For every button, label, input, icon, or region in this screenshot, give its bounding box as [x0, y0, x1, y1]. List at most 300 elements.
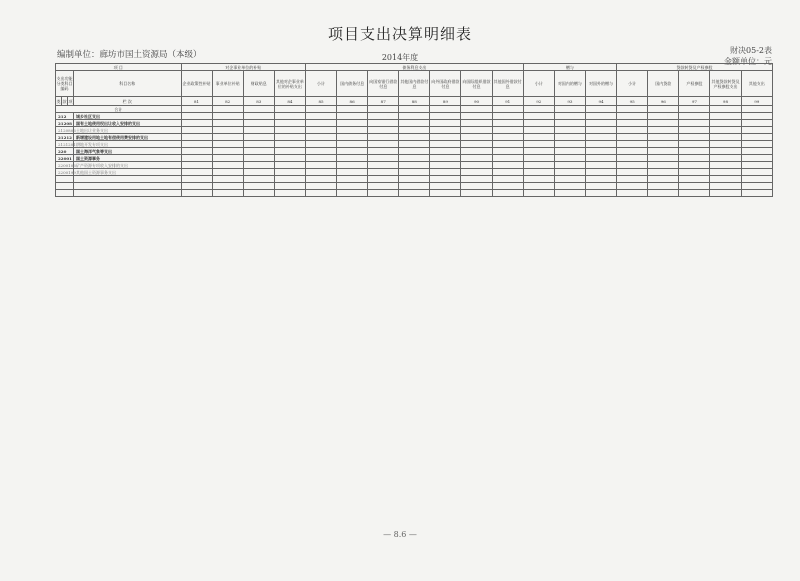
amount-cell — [710, 113, 741, 120]
total-cell — [523, 106, 554, 113]
amount-cell — [337, 113, 368, 120]
amount-cell — [679, 141, 710, 148]
amount-cell — [212, 190, 243, 197]
amount-cell — [617, 190, 648, 197]
amount-cell — [243, 190, 274, 197]
amount-cell — [554, 190, 585, 197]
column-header: 国内贷款 — [648, 71, 679, 97]
amount-cell — [648, 169, 679, 176]
total-cell — [741, 106, 772, 113]
amount-cell — [679, 155, 710, 162]
amount-cell — [274, 120, 305, 127]
amount-cell — [399, 169, 430, 176]
amount-cell — [181, 127, 212, 134]
row-subject-name: 国土资源事务 — [74, 155, 181, 162]
total-cell — [617, 106, 648, 113]
report-year: 2014年度 — [381, 53, 419, 62]
column-header: 国内债务付息 — [337, 71, 368, 97]
header-debt-interest-group: 债务利息支出 — [305, 64, 523, 71]
amount-cell — [710, 134, 741, 141]
amount-cell — [554, 148, 585, 155]
amount-cell — [648, 176, 679, 183]
column-number: 97 — [679, 97, 710, 106]
amount-cell — [554, 176, 585, 183]
amount-cell — [274, 190, 305, 197]
amount-cell — [648, 190, 679, 197]
amount-cell — [430, 183, 461, 190]
amount-cell — [617, 141, 648, 148]
amount-cell — [461, 155, 492, 162]
amount-cell — [679, 162, 710, 169]
amount-cell — [212, 176, 243, 183]
amount-cell — [305, 148, 336, 155]
column-header: 小计 — [305, 71, 336, 97]
amount-cell — [648, 141, 679, 148]
amount-cell — [461, 148, 492, 155]
amount-cell — [679, 134, 710, 141]
amount-cell — [274, 176, 305, 183]
amount-cell — [710, 169, 741, 176]
amount-cell — [492, 134, 523, 141]
column-header: 小计 — [523, 71, 554, 97]
row-subject-name: 国有土地使用权出让收入安排的支出 — [74, 120, 181, 127]
amount-cell — [430, 134, 461, 141]
amount-cell — [585, 169, 616, 176]
amount-cell — [181, 113, 212, 120]
amount-cell — [274, 155, 305, 162]
amount-cell — [710, 155, 741, 162]
amount-cell — [523, 169, 554, 176]
total-cell — [461, 106, 492, 113]
table-row — [56, 113, 773, 120]
table-row — [56, 141, 773, 148]
column-number: 85 — [305, 97, 336, 106]
row-subject-name — [74, 176, 181, 183]
column-number: 95 — [617, 97, 648, 106]
total-cell — [710, 106, 741, 113]
row-code: 2120806 — [56, 127, 74, 134]
amount-cell — [492, 162, 523, 169]
total-cell — [181, 106, 212, 113]
column-header: 事业单位补贴 — [212, 71, 243, 97]
amount-cell — [305, 169, 336, 176]
amount-cell — [243, 120, 274, 127]
amount-cell — [679, 127, 710, 134]
amount-cell — [181, 183, 212, 190]
amount-cell — [585, 148, 616, 155]
column-header: 小计 — [617, 71, 648, 97]
amount-cell — [399, 127, 430, 134]
amount-cell — [492, 176, 523, 183]
amount-cell — [741, 141, 772, 148]
amount-cell — [523, 183, 554, 190]
amount-cell — [492, 169, 523, 176]
amount-cell — [617, 134, 648, 141]
amount-cell — [337, 190, 368, 197]
amount-cell — [305, 141, 336, 148]
header-grant-group: 赠与 — [523, 64, 616, 71]
amount-cell — [461, 127, 492, 134]
amount-cell — [305, 120, 336, 127]
column-header: 向国际组织借款付息 — [461, 71, 492, 97]
amount-cell — [274, 141, 305, 148]
amount-cell — [274, 127, 305, 134]
column-number: 82 — [212, 97, 243, 106]
total-cell — [212, 106, 243, 113]
amount-cell — [337, 120, 368, 127]
column-header: 其他对企事业单位的补贴支出 — [274, 71, 305, 97]
amount-cell — [492, 113, 523, 120]
report-title: 项目支出决算明细表 — [327, 25, 472, 43]
page-number: — 8.6 — — [383, 530, 417, 539]
amount-cell — [617, 176, 648, 183]
amount-cell — [212, 141, 243, 148]
row-subject-name: 矿产资源专项收入安排的支出 — [74, 162, 181, 169]
amount-cell — [399, 155, 430, 162]
amount-cell — [181, 134, 212, 141]
table-row — [56, 155, 773, 162]
amount-cell — [181, 120, 212, 127]
amount-cell — [492, 127, 523, 134]
amount-cell — [461, 183, 492, 190]
amount-cell — [430, 190, 461, 197]
column-number: 86 — [337, 97, 368, 106]
amount-cell — [243, 141, 274, 148]
amount-cell — [212, 134, 243, 141]
column-header: 向国家银行借款付息 — [368, 71, 399, 97]
amount-cell — [181, 162, 212, 169]
total-cell — [430, 106, 461, 113]
amount-cell — [337, 162, 368, 169]
money-unit: 金额单位：元 — [724, 57, 772, 66]
amount-cell — [617, 120, 648, 127]
amount-cell — [741, 169, 772, 176]
table-row — [56, 127, 773, 134]
total-cell — [554, 106, 585, 113]
amount-cell — [274, 134, 305, 141]
row-subject-name: 城乡社区支出 — [74, 113, 181, 120]
column-number: 90 — [461, 97, 492, 106]
amount-cell — [430, 141, 461, 148]
amount-cell — [243, 148, 274, 155]
amount-cell — [430, 120, 461, 127]
amount-cell — [461, 134, 492, 141]
amount-cell — [305, 183, 336, 190]
amount-cell — [710, 148, 741, 155]
amount-cell — [679, 169, 710, 176]
amount-cell — [243, 127, 274, 134]
amount-cell — [430, 176, 461, 183]
column-number: 96 — [648, 97, 679, 106]
column-header: 其他国内借款付息 — [399, 71, 430, 97]
amount-cell — [523, 134, 554, 141]
amount-cell — [585, 190, 616, 197]
reporting-unit: 编制单位：廊坊市国土资源局（本级） — [57, 50, 202, 60]
amount-cell — [554, 113, 585, 120]
amount-cell — [585, 120, 616, 127]
header-subject-name: 科目名称 — [74, 71, 181, 97]
column-number: 84 — [274, 97, 305, 106]
amount-cell — [181, 169, 212, 176]
amount-cell — [368, 141, 399, 148]
total-cell — [585, 106, 616, 113]
amount-cell — [492, 155, 523, 162]
amount-cell — [648, 113, 679, 120]
amount-cell — [305, 190, 336, 197]
amount-cell — [305, 134, 336, 141]
amount-cell — [337, 134, 368, 141]
row-subject-name: 土地出让业务支出 — [74, 127, 181, 134]
amount-cell — [523, 148, 554, 155]
amount-cell — [617, 148, 648, 155]
amount-cell — [585, 155, 616, 162]
amount-cell — [585, 162, 616, 169]
amount-cell — [492, 141, 523, 148]
amount-cell — [305, 176, 336, 183]
amount-cell — [274, 169, 305, 176]
amount-cell — [710, 176, 741, 183]
header-lei: 类 — [56, 98, 61, 104]
amount-cell — [337, 169, 368, 176]
column-header: 对国外的赠与 — [585, 71, 616, 97]
amount-cell — [305, 162, 336, 169]
row-code: 220 — [56, 148, 74, 155]
total-cell — [337, 106, 368, 113]
amount-cell — [648, 162, 679, 169]
amount-cell — [274, 148, 305, 155]
header-kuan: 款 — [62, 98, 67, 104]
row-code — [56, 190, 74, 197]
total-cell — [305, 106, 336, 113]
amount-cell — [554, 141, 585, 148]
amount-cell — [461, 162, 492, 169]
row-subject-name — [74, 190, 181, 197]
amount-cell — [212, 120, 243, 127]
amount-cell — [212, 162, 243, 169]
amount-cell — [181, 176, 212, 183]
amount-cell — [741, 127, 772, 134]
total-cell — [274, 106, 305, 113]
row-subject-name: 新增建设用地土地有偿使用费安排的支出 — [74, 134, 181, 141]
amount-cell — [399, 148, 430, 155]
amount-cell — [243, 176, 274, 183]
amount-cell — [648, 134, 679, 141]
table-row — [56, 176, 773, 183]
form-code: 财决05-2表 — [730, 46, 772, 55]
amount-cell — [399, 162, 430, 169]
amount-cell — [648, 120, 679, 127]
row-code: 2200106 — [56, 162, 74, 169]
row-code: 21212 — [56, 134, 74, 141]
amount-cell — [710, 141, 741, 148]
amount-cell — [741, 155, 772, 162]
amount-cell — [617, 113, 648, 120]
amount-cell — [243, 134, 274, 141]
amount-cell — [585, 183, 616, 190]
total-row-label: 合计 — [56, 106, 182, 113]
row-subject-name: 其他国土资源事务支出 — [74, 169, 181, 176]
total-cell — [648, 106, 679, 113]
column-number: 81 — [181, 97, 212, 106]
amount-cell — [523, 190, 554, 197]
amount-cell — [679, 190, 710, 197]
amount-cell — [461, 113, 492, 120]
amount-cell — [679, 120, 710, 127]
amount-cell — [461, 169, 492, 176]
table-row — [56, 148, 773, 155]
amount-cell — [741, 183, 772, 190]
amount-cell — [399, 176, 430, 183]
table-row — [56, 190, 773, 197]
header-loan-equity-group: 贷款转贷及产权参股 — [617, 64, 773, 71]
column-number: 83 — [243, 97, 274, 106]
amount-cell — [430, 113, 461, 120]
amount-cell — [710, 127, 741, 134]
amount-cell — [368, 183, 399, 190]
table-row — [56, 134, 773, 141]
amount-cell — [430, 162, 461, 169]
amount-cell — [585, 141, 616, 148]
amount-cell — [399, 141, 430, 148]
column-header: 对国内的赠与 — [554, 71, 585, 97]
amount-cell — [243, 169, 274, 176]
total-cell — [679, 106, 710, 113]
amount-cell — [554, 169, 585, 176]
column-number: 93 — [554, 97, 585, 106]
amount-cell — [461, 141, 492, 148]
amount-cell — [554, 120, 585, 127]
row-code: 212 — [56, 113, 74, 120]
amount-cell — [679, 183, 710, 190]
amount-cell — [368, 190, 399, 197]
amount-cell — [710, 162, 741, 169]
header-xiang: 项 — [68, 98, 73, 104]
table-row — [56, 183, 773, 190]
column-number: 91 — [492, 97, 523, 106]
table-row — [56, 169, 773, 176]
amount-cell — [523, 113, 554, 120]
row-code: 2121201 — [56, 141, 74, 148]
amount-cell — [523, 141, 554, 148]
amount-cell — [710, 190, 741, 197]
amount-cell — [679, 176, 710, 183]
amount-cell — [523, 120, 554, 127]
amount-cell — [243, 155, 274, 162]
amount-cell — [305, 113, 336, 120]
amount-cell — [523, 162, 554, 169]
amount-cell — [554, 183, 585, 190]
amount-cell — [368, 162, 399, 169]
amount-cell — [368, 176, 399, 183]
amount-cell — [430, 155, 461, 162]
row-code — [56, 176, 74, 183]
column-number: 88 — [399, 97, 430, 106]
amount-cell — [337, 176, 368, 183]
total-cell — [399, 106, 430, 113]
amount-cell — [492, 183, 523, 190]
column-header: 其他国外借款付息 — [492, 71, 523, 97]
amount-cell — [523, 176, 554, 183]
expenditure-table — [55, 63, 773, 197]
amount-cell — [368, 120, 399, 127]
row-code — [56, 183, 74, 190]
amount-cell — [399, 134, 430, 141]
amount-cell — [617, 169, 648, 176]
amount-cell — [337, 155, 368, 162]
amount-cell — [305, 127, 336, 134]
amount-cell — [741, 120, 772, 127]
amount-cell — [492, 148, 523, 155]
column-header: 其他支出 — [741, 71, 772, 97]
amount-cell — [554, 155, 585, 162]
amount-cell — [679, 148, 710, 155]
amount-cell — [368, 169, 399, 176]
amount-cell — [337, 141, 368, 148]
total-cell — [368, 106, 399, 113]
amount-cell — [648, 127, 679, 134]
amount-cell — [492, 190, 523, 197]
amount-cell — [523, 127, 554, 134]
amount-cell — [399, 183, 430, 190]
amount-cell — [368, 134, 399, 141]
amount-cell — [212, 183, 243, 190]
amount-cell — [461, 176, 492, 183]
amount-cell — [554, 127, 585, 134]
column-header: 向外国政府借款付息 — [430, 71, 461, 97]
amount-cell — [243, 183, 274, 190]
amount-cell — [430, 148, 461, 155]
amount-cell — [648, 155, 679, 162]
amount-cell — [337, 148, 368, 155]
amount-cell — [617, 127, 648, 134]
amount-cell — [368, 155, 399, 162]
total-cell — [243, 106, 274, 113]
amount-cell — [585, 134, 616, 141]
row-code: 21208 — [56, 120, 74, 127]
header-subsidy-group: 对企事业单位的补贴 — [181, 64, 305, 71]
amount-cell — [368, 127, 399, 134]
column-header: 其他贷款转贷及产权参股支出 — [710, 71, 741, 97]
amount-cell — [212, 127, 243, 134]
column-number: 87 — [368, 97, 399, 106]
amount-cell — [461, 190, 492, 197]
amount-cell — [741, 113, 772, 120]
amount-cell — [181, 190, 212, 197]
amount-cell — [523, 155, 554, 162]
amount-cell — [554, 162, 585, 169]
amount-cell — [585, 127, 616, 134]
amount-cell — [430, 169, 461, 176]
amount-cell — [585, 113, 616, 120]
table-row — [56, 162, 773, 169]
amount-cell — [617, 162, 648, 169]
row-subject-name: 国土海洋气象等支出 — [74, 148, 181, 155]
amount-cell — [181, 141, 212, 148]
amount-cell — [585, 176, 616, 183]
amount-cell — [274, 162, 305, 169]
amount-cell — [741, 162, 772, 169]
amount-cell — [212, 113, 243, 120]
amount-cell — [399, 120, 430, 127]
amount-cell — [181, 155, 212, 162]
amount-cell — [554, 134, 585, 141]
header-project: 项 目 — [56, 64, 182, 71]
amount-cell — [648, 183, 679, 190]
amount-cell — [492, 120, 523, 127]
column-number: 99 — [741, 97, 772, 106]
amount-cell — [648, 148, 679, 155]
amount-cell — [461, 120, 492, 127]
